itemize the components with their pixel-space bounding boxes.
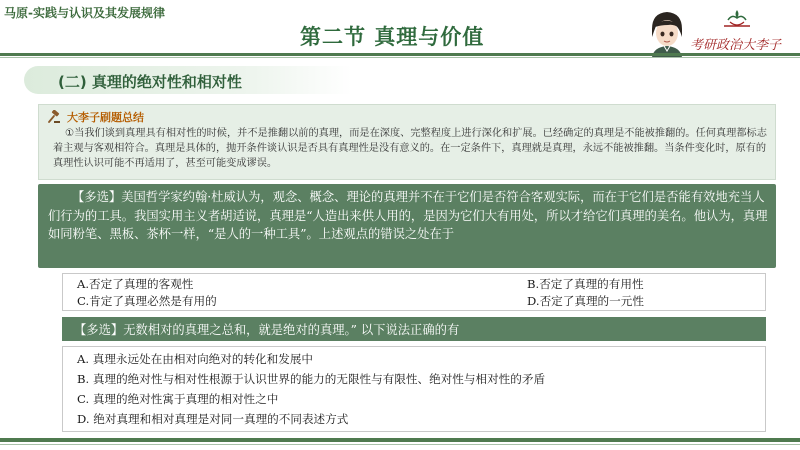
bottom-divider: [0, 438, 800, 442]
question2-options: [62, 346, 766, 432]
top-divider-thin: [0, 57, 800, 58]
question2-stem: 【多选】无数相对的真理之总和，就是绝对的真理。” 以下说法正确的有: [74, 323, 460, 337]
question2-option-d[interactable]: D. 绝对真理和相对真理是对同一真理的不同表述方式: [77, 412, 349, 426]
question1-options: [62, 273, 766, 311]
question1-stem: 【多选】美国哲学家约翰·杜威认为，观念、概念、理论的真理并不在于它们是否符合客观实际，而在于它们是否能有效地充当人们行为的工具。我国实用主义者胡适说，真理是“人造出来供人用的，是因为它们大有用处，所以才给它们真理的美名。他认为，真理如同粉笔、黑板、茶杯一样，“是人的一种工具”。上述观点的错误之处在于: [48, 190, 768, 241]
summary-title: 大李子刷题总结: [67, 111, 144, 124]
question1-stem-box: [38, 184, 776, 268]
question2-stem-box: [62, 317, 766, 341]
question1-option-c[interactable]: C.肯定了真理必然是有用的: [77, 294, 217, 308]
top-divider: [0, 53, 800, 56]
page-title: 第二节 真理与价值: [300, 24, 485, 49]
brand-text: 考研政治大李子: [690, 38, 782, 53]
question1-option-d[interactable]: D.否定了真理的一元性: [527, 294, 644, 308]
question2-option-c[interactable]: C. 真理的绝对性寓于真理的相对性之中: [77, 392, 279, 406]
course-label: 马原-实践与认识及其发展规律: [4, 6, 165, 20]
brand-logo: [686, 8, 786, 54]
section-header: [24, 66, 352, 94]
question2-option-a[interactable]: A. 真理永远处在由相对向绝对的转化和发展中: [77, 352, 314, 366]
brand-emblem-icon: [720, 8, 754, 30]
presenter-avatar: [646, 9, 688, 57]
section-heading: (二) 真理的绝对性和相对性: [58, 73, 242, 91]
bottom-divider-thin: [0, 444, 800, 445]
gavel-icon: [47, 110, 61, 124]
question2-option-b[interactable]: B. 真理的绝对性与相对性根源于认识世界的能力的无限性与有限性、绝对性与相对性的矛盾: [77, 372, 546, 386]
question1-option-a[interactable]: A.否定了真理的客观性: [77, 277, 194, 291]
top-bar: [0, 0, 800, 56]
question1-option-b[interactable]: B.否定了真理的有用性: [527, 277, 644, 291]
summary-text: ①当我们谈到真理具有相对性的时候，并不是推翻以前的真理，而是在深度、完整程度上进行深化和扩展。已经确定的真理是不能被推翻的。任何真理都标志着主观与客观相符合。真理是具体的，抛开条件谈认识是否具有真理性是没有意义的。在一定条件下，真理就是真理，永远不能被推翻。当条件变化时，原有的真理性认识可能不再适用了，甚至可能变成谬误。: [53, 128, 767, 169]
summary-box: [38, 104, 776, 180]
